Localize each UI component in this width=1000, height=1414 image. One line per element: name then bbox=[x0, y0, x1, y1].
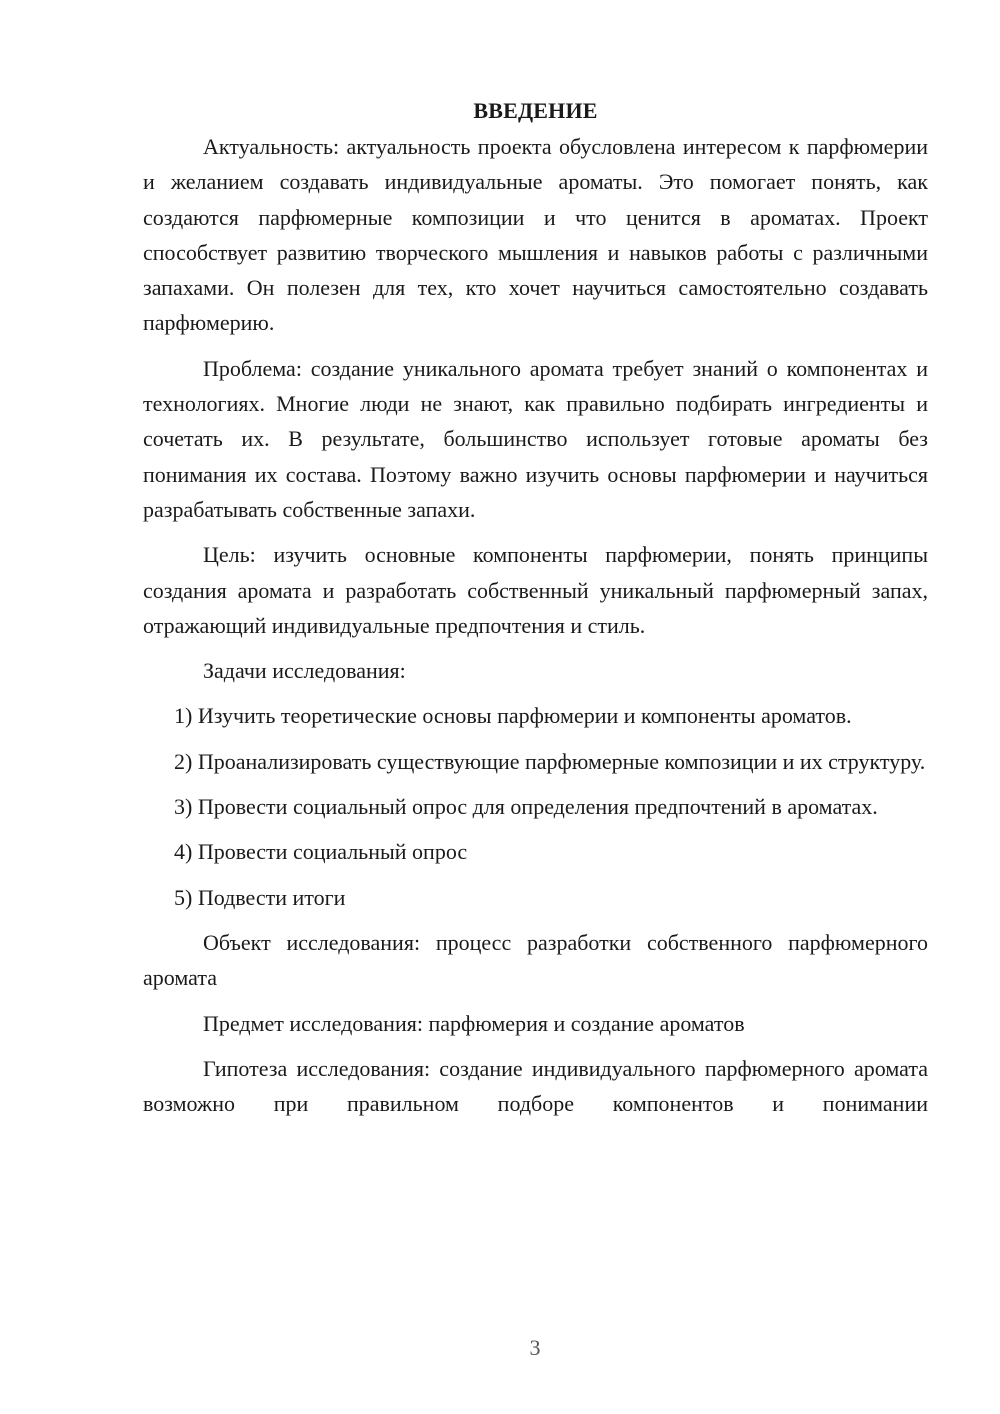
hypothesis-paragraph: Гипотеза исследования: создание индивидуального парфюмерного аромата возможно при правильном подборе компонентов и понимании bbox=[143, 1055, 928, 1117]
relevance-paragraph: Актуальность: актуальность проекта обусловлена интересом к парфюмерии и желанием создавать индивидуальные ароматы. Это помогает понять, как создаются парфюмерные композиции и что ценится в ароматах. Проект способствует развитию творческого мышления и навыков работы с различными запахами. Он полезен для тех, кто хочет научиться самостоятельно создавать парфюмерию. bbox=[143, 134, 928, 336]
page-number: 3 bbox=[529, 1335, 541, 1360]
subject-paragraph: Предмет исследования: парфюмерия и создание ароматов bbox=[203, 1010, 745, 1036]
section-heading: ВВЕДЕНИЕ bbox=[473, 98, 598, 123]
goal-paragraph: Цель: изучить основные компоненты парфюмерии, понять принципы создания аромата и разработать собственный уникальный парфюмерный запах, отражающий индивидуальные предпочтения и стиль. bbox=[143, 542, 928, 638]
tasks-title: Задачи исследования: bbox=[203, 658, 406, 684]
task-item-2: 2) Проанализировать существующие парфюмерные композиции и их структуру. bbox=[174, 748, 926, 774]
task-item-4: 4) Провести социальный опрос bbox=[174, 839, 468, 865]
object-paragraph: Объект исследования: процесс разработки собственного парфюмерного аромата bbox=[143, 929, 928, 991]
task-item-1: 1) Изучить теоретические основы парфюмерии и компоненты ароматов. bbox=[174, 703, 852, 729]
problem-paragraph: Проблема: создание уникального аромата требует знаний о компонентах и технологиях. Многие люди не знают, как правильно подбирать ингредиенты и сочетать их. В результате, большинство использует готовые ароматы без понимания их состава. Поэтому важно изучить основы парфюмерии и научиться разрабатывать собственные запахи. bbox=[143, 355, 928, 522]
task-item-3: 3) Провести социальный опрос для определения предпочтений в ароматах. bbox=[174, 794, 878, 820]
task-item-5: 5) Подвести итоги bbox=[174, 884, 346, 910]
document-page bbox=[143, 93, 928, 1131]
